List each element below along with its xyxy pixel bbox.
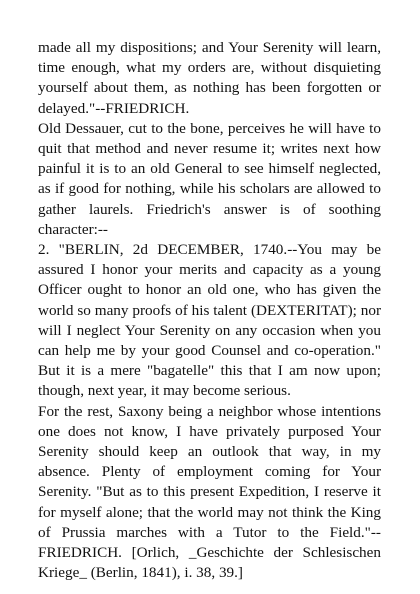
paragraph-4: For the rest, Saxony being a neighbor whose intentions one does not know, I have privately purposed Your Serenity should keep an outlook that way, in my absence. Plenty of employment coming for Your Serenity. "But as to this present Expedition, I reserve it for myself alone; that the world may not think the King of Prussia marches with a Tutor to the Field."--FRIEDRICH. [Orlich, _Geschichte der Schlesischen Kriege_ (Berlin, 1841), i. 38, 39.] (38, 402, 381, 582)
paragraph-1: made all my dispositions; and Your Serenity will learn, time enough, what my orders are, without disquieting yourself about them, as nothing has been forgotten or delayed."--FRIEDRICH. (38, 39, 381, 117)
paragraph-3: 2. "BERLIN, 2d DECEMBER, 1740.--You may be assured I honor your merits and capacity as a young Officer ought to honor an old one, who has given the world so many proofs of his talent (DEXTERITAT); nor will I neglect Your Serenity on any occasion when you can help me by your good Counsel and co-operation." But it is a mere "bagatelle" this that I am now upon; though, next year, it may become serious. (38, 241, 381, 400)
document-page (38, 38, 381, 583)
paragraph-2: Old Dessauer, cut to the bone, perceives he will have to quit that method and never resume it; writes next how painful it is to an old General to see himself neglected, as if good for nothing, while his scholars are allowed to gather laurels. Friedrich's answer is of soothing character:-- (38, 119, 381, 238)
